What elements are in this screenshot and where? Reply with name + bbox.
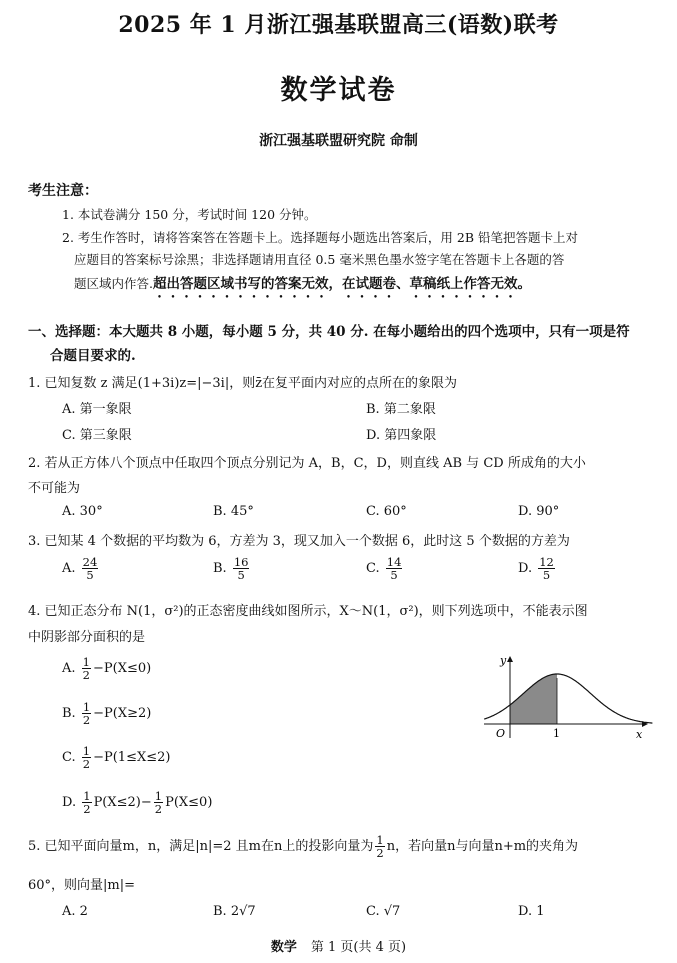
q3-c-denominator: 5 bbox=[390, 568, 398, 583]
question-3-stem: 3. 已知某 4 个数据的平均数为 6，方差为 3，现又加入一个数据 6，此时这 5 个数据的方差为 bbox=[28, 534, 570, 549]
q3-b-fraction bbox=[233, 556, 250, 581]
question-5-stem-cont: 60°，则向量|m|= bbox=[28, 878, 136, 893]
q3-d-denominator: 5 bbox=[542, 568, 551, 583]
q4-c-numerator: 1 bbox=[82, 744, 91, 758]
author-line: 浙江强基联盟研究院 命制 bbox=[259, 133, 418, 149]
q5-fraction bbox=[375, 834, 384, 859]
q2-option-b: B. 45° bbox=[213, 504, 254, 519]
question-4-stem-cont: 中阴影部分面积的是 bbox=[28, 630, 146, 645]
q4-c-label: C. bbox=[62, 750, 76, 766]
q5-stem-part-2: n，若向量n与向量n+m的夹角为 bbox=[386, 839, 579, 855]
q4-option-b bbox=[62, 701, 151, 726]
q4-a-expression: −P(X≤0) bbox=[93, 661, 152, 677]
q4-d-denominator-2: 2 bbox=[154, 802, 163, 817]
section-heading-cont: 合题目要求的. bbox=[50, 348, 136, 364]
q4-b-fraction bbox=[82, 701, 91, 726]
q4-d-numerator-2: 1 bbox=[154, 789, 163, 803]
q4-d-expression-1: P(X≤2)− bbox=[93, 795, 152, 811]
q3-c-fraction bbox=[386, 556, 403, 581]
q4-a-label: A. bbox=[62, 661, 76, 677]
q4-a-denominator: 2 bbox=[82, 668, 90, 683]
q3-a-numerator: 24 bbox=[82, 555, 98, 569]
q3-b-denominator: 5 bbox=[237, 568, 245, 583]
q4-b-label: B. bbox=[62, 706, 76, 722]
q4-d-fraction-2 bbox=[154, 790, 163, 815]
q5-denominator: 2 bbox=[376, 846, 384, 861]
notice-item-2-text: 题区域内作答. bbox=[74, 276, 153, 291]
q3-option-b bbox=[213, 556, 251, 581]
subject-title: 数学试卷 bbox=[280, 75, 397, 106]
q4-a-numerator: 1 bbox=[82, 655, 90, 669]
q4-d-denominator-1: 2 bbox=[83, 802, 91, 817]
q3-a-label: A. bbox=[62, 561, 76, 577]
footer-page-number: 第 1 页(共 4 页) bbox=[310, 940, 407, 955]
notice-item-1: 1. 本试卷满分 150 分，考试时间 120 分钟。 bbox=[62, 207, 317, 222]
q1-option-b: B. 第二象限 bbox=[366, 402, 436, 417]
q3-b-numerator: 16 bbox=[233, 555, 249, 569]
q1-option-d: D. 第四象限 bbox=[366, 428, 437, 443]
q5-option-a: A. 2 bbox=[62, 904, 88, 919]
notice-item-2-line1: 2. 考生作答时，请将答案答在答题卡上。选择题每小题选出答案后，用 2B 铅笔把答题卡上对 bbox=[62, 230, 578, 245]
q3-c-label: C. bbox=[366, 561, 380, 577]
q3-option-c bbox=[366, 556, 404, 581]
q4-d-fraction-1 bbox=[82, 790, 91, 815]
q3-d-numerator: 12 bbox=[539, 555, 554, 569]
q5-option-b: B. 2√7 bbox=[213, 904, 256, 919]
page-footer bbox=[0, 936, 677, 955]
question-5-stem bbox=[28, 834, 578, 859]
q3-a-fraction bbox=[82, 556, 99, 581]
question-4-stem: 4. 已知正态分布 N(1，σ²)的正态密度曲线如图所示，X～N(1，σ²)，则下列选项中，不能表示图 bbox=[28, 604, 588, 619]
q2-option-c: C. 60° bbox=[366, 504, 407, 519]
question-2-stem: 2. 若从正方体八个顶点中任取四个顶点分别记为 A，B，C，D，则直线 AB 与 CD 所成角的大小 bbox=[28, 456, 586, 471]
normal-curve-figure bbox=[482, 652, 654, 744]
q2-option-a: A. 30° bbox=[62, 504, 103, 519]
q4-option-d bbox=[62, 790, 212, 815]
notice-item-2-line2: 应题目的答案标号涂黑；非选择题请用直径 0.5 毫米黑色墨水签字笔在答题卡上各题的答 bbox=[74, 252, 565, 267]
q3-d-label: D. bbox=[518, 561, 533, 577]
q5-stem-part-1: 5. 已知平面向量m，n，满足|n|=2 且m在n上的投影向量为 bbox=[28, 839, 374, 855]
q4-b-denominator: 2 bbox=[82, 713, 91, 728]
q5-numerator: 1 bbox=[376, 833, 384, 847]
q4-b-numerator: 1 bbox=[82, 700, 91, 714]
q4-d-numerator-1: 1 bbox=[83, 789, 91, 803]
q4-c-expression: −P(1≤X≤2) bbox=[93, 750, 171, 766]
q1-option-c: C. 第三象限 bbox=[62, 428, 132, 443]
q4-b-expression: −P(X≥2) bbox=[93, 706, 152, 722]
q4-d-label: D. bbox=[62, 795, 77, 811]
q3-option-d bbox=[518, 556, 557, 581]
q4-c-fraction bbox=[82, 745, 91, 770]
q2-option-d: D. 90° bbox=[518, 504, 560, 519]
q4-a-fraction bbox=[82, 656, 91, 681]
footer-subject: 数学 bbox=[270, 940, 297, 955]
question-2-stem-cont: 不可能为 bbox=[28, 481, 81, 496]
q4-d-expression-2: P(X≤0) bbox=[165, 795, 213, 811]
density-curve bbox=[484, 674, 652, 723]
q5-option-d: D. 1 bbox=[518, 904, 545, 919]
y-axis-label: y bbox=[500, 654, 507, 667]
notice-item-2-line3 bbox=[74, 272, 531, 301]
q3-a-denominator: 5 bbox=[86, 568, 94, 583]
q4-option-c bbox=[62, 745, 170, 770]
notice-emphasis: 超出答题区域书写的答案无效，在试题卷、草稿纸上作答无效。 bbox=[152, 276, 531, 292]
q1-option-a: A. 第一象限 bbox=[62, 402, 132, 417]
q3-d-fraction bbox=[538, 556, 555, 581]
notice-heading: 考生注意： bbox=[28, 183, 98, 199]
question-1-stem: 1. 已知复数 z 满足(1+3i)z=|−3i|，则z̄在复平面内对应的点所在的象限为 bbox=[28, 376, 458, 391]
exam-title: 2025 年 1 月浙江强基联盟高三(语数)联考 bbox=[118, 12, 559, 38]
q4-c-denominator: 2 bbox=[82, 757, 91, 772]
q3-option-a bbox=[62, 556, 100, 581]
x-axis-label: x bbox=[636, 728, 643, 741]
q4-option-a bbox=[62, 656, 151, 681]
section-heading: 一、选择题：本大题共 8 小题，每小题 5 分，共 40 分. 在每小题给出的四个选项中，只有一项是符 bbox=[28, 324, 630, 340]
q3-b-label: B. bbox=[213, 561, 227, 577]
origin-label: O bbox=[496, 727, 506, 740]
tick-label-1: 1 bbox=[553, 727, 560, 740]
q3-c-numerator: 14 bbox=[386, 555, 402, 569]
y-axis-arrow bbox=[507, 656, 513, 662]
q5-option-c: C. √7 bbox=[366, 904, 401, 919]
